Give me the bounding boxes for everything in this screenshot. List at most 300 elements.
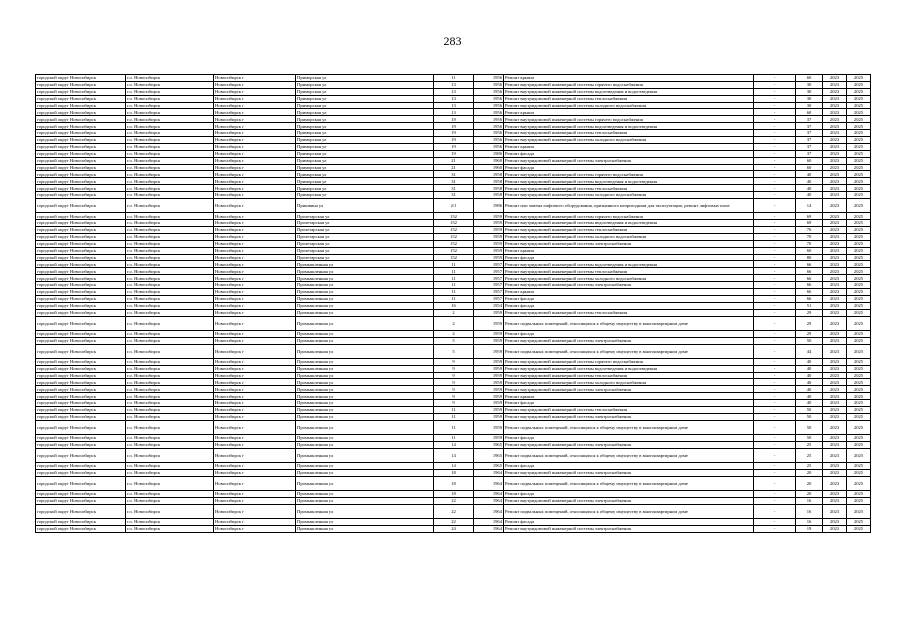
- quantity-cell: 29: [796, 330, 823, 337]
- settlement-cell: Новосибирск г: [214, 309, 296, 316]
- start-year-cell: 2023: [823, 192, 847, 199]
- settlement-cell: Новосибирск г: [214, 441, 296, 448]
- build-year-cell: 1959: [474, 413, 504, 420]
- dash-cell: -: [754, 261, 796, 268]
- start-year-cell: 2023: [823, 130, 847, 137]
- build-year-cell: 1956: [474, 130, 504, 137]
- street-cell: Промышленная ул: [296, 469, 434, 476]
- quantity-cell: 14: [796, 199, 823, 213]
- street-cell: Приморская ул: [296, 81, 434, 88]
- quantity-cell: 60: [796, 247, 823, 254]
- municipality-cell: городской округ Новосибирск: [36, 400, 126, 407]
- street-cell: Промышленная ул: [296, 268, 434, 275]
- quantity-cell: 50: [796, 420, 823, 434]
- municipality-cell: городской округ Новосибирск: [36, 254, 126, 261]
- start-year-cell: 2023: [823, 393, 847, 400]
- dash-cell: -: [754, 400, 796, 407]
- work-type-cell: Ремонт внутридомовой инженерной системы горячего водоснабжения: [504, 171, 754, 178]
- end-year-cell: 2025: [847, 240, 871, 247]
- municipality-cell: городской округ Новосибирск: [36, 386, 126, 393]
- municipality-cell: городской округ Новосибирск: [36, 247, 126, 254]
- urban-district-cell: г.о. Новосибирск: [126, 434, 214, 441]
- settlement-cell: Новосибирск г: [214, 75, 296, 82]
- end-year-cell: 2025: [847, 102, 871, 109]
- municipality-cell: городской округ Новосибирск: [36, 309, 126, 316]
- house-number-cell: 152: [434, 240, 474, 247]
- build-year-cell: 1965: [474, 462, 504, 469]
- build-year-cell: 1956: [474, 116, 504, 123]
- start-year-cell: 2023: [823, 116, 847, 123]
- quantity-cell: 51: [796, 302, 823, 309]
- urban-district-cell: г.о. Новосибирск: [126, 75, 214, 82]
- dash-cell: -: [754, 302, 796, 309]
- start-year-cell: 2023: [823, 247, 847, 254]
- end-year-cell: 2025: [847, 420, 871, 434]
- municipality-cell: городской округ Новосибирск: [36, 75, 126, 82]
- street-cell: Промышленная ул: [296, 448, 434, 462]
- quantity-cell: 20: [796, 476, 823, 490]
- quantity-cell: 40: [796, 178, 823, 185]
- house-number-cell: 14: [434, 441, 474, 448]
- build-year-cell: 1964: [474, 469, 504, 476]
- house-number-cell: 31: [434, 192, 474, 199]
- street-cell: Приморская ул: [296, 123, 434, 130]
- street-cell: Приморская ул: [296, 185, 434, 192]
- urban-district-cell: г.о. Новосибирск: [126, 497, 214, 504]
- municipality-cell: городской округ Новосибирск: [36, 365, 126, 372]
- work-type-cell: Ремонт внутридомовой инженерной системы холодного водоснабжения: [504, 275, 754, 282]
- street-cell: Промышленная ул: [296, 261, 434, 268]
- municipality-cell: городской округ Новосибирск: [36, 109, 126, 116]
- settlement-cell: Новосибирск г: [214, 178, 296, 185]
- dash-cell: -: [754, 365, 796, 372]
- house-number-cell: 13: [434, 88, 474, 95]
- settlement-cell: Новосибирск г: [214, 413, 296, 420]
- dash-cell: -: [754, 81, 796, 88]
- municipality-cell: городской округ Новосибирск: [36, 192, 126, 199]
- municipality-cell: городской округ Новосибирск: [36, 88, 126, 95]
- work-type-cell: Ремонт внутридомовой инженерной системы водоотведения и водоотведения: [504, 178, 754, 185]
- settlement-cell: Новосибирск г: [214, 497, 296, 504]
- settlement-cell: Новосибирск г: [214, 247, 296, 254]
- start-year-cell: 2023: [823, 518, 847, 525]
- quantity-cell: 70: [796, 227, 823, 234]
- dash-cell: -: [754, 330, 796, 337]
- street-cell: Пришвина ул: [296, 199, 434, 213]
- dash-cell: -: [754, 337, 796, 344]
- dash-cell: -: [754, 497, 796, 504]
- table-row: [36, 504, 871, 518]
- urban-district-cell: г.о. Новосибирск: [126, 504, 214, 518]
- settlement-cell: Новосибирск г: [214, 233, 296, 240]
- municipality-cell: городской округ Новосибирск: [36, 282, 126, 289]
- municipality-cell: городской округ Новосибирск: [36, 344, 126, 358]
- street-cell: Промышленная ул: [296, 330, 434, 337]
- end-year-cell: 2025: [847, 434, 871, 441]
- end-year-cell: 2025: [847, 95, 871, 102]
- quantity-cell: 40: [796, 365, 823, 372]
- settlement-cell: Новосибирск г: [214, 406, 296, 413]
- end-year-cell: 2025: [847, 171, 871, 178]
- street-cell: Пролетарская ул: [296, 247, 434, 254]
- municipality-cell: городской округ Новосибирск: [36, 116, 126, 123]
- table-row: [36, 213, 871, 220]
- dash-cell: -: [754, 525, 796, 532]
- dash-cell: -: [754, 220, 796, 227]
- end-year-cell: 2025: [847, 441, 871, 448]
- table-row: [36, 393, 871, 400]
- municipality-cell: городской округ Новосибирск: [36, 164, 126, 171]
- dash-cell: -: [754, 88, 796, 95]
- end-year-cell: 2025: [847, 81, 871, 88]
- dash-cell: -: [754, 372, 796, 379]
- house-number-cell: 31: [434, 178, 474, 185]
- house-number-cell: 13: [434, 102, 474, 109]
- end-year-cell: 2025: [847, 413, 871, 420]
- end-year-cell: 2025: [847, 497, 871, 504]
- build-year-cell: 1956: [474, 75, 504, 82]
- quantity-cell: 25: [796, 441, 823, 448]
- street-cell: Пролетарская ул: [296, 220, 434, 227]
- end-year-cell: 2025: [847, 406, 871, 413]
- quantity-cell: 50: [796, 413, 823, 420]
- municipality-cell: городской округ Новосибирск: [36, 302, 126, 309]
- house-number-cell: 9: [434, 386, 474, 393]
- house-number-cell: 13: [434, 109, 474, 116]
- start-year-cell: 2023: [823, 490, 847, 497]
- build-year-cell: 1959: [474, 220, 504, 227]
- house-number-cell: 18: [434, 490, 474, 497]
- work-type-cell: Ремонт внутридомовой инженерной системы электроснабжения: [504, 240, 754, 247]
- table-row: [36, 337, 871, 344]
- start-year-cell: 2023: [823, 275, 847, 282]
- municipality-cell: городской округ Новосибирск: [36, 295, 126, 302]
- dash-cell: -: [754, 316, 796, 330]
- build-year-cell: 1959: [474, 254, 504, 261]
- house-number-cell: 13: [434, 95, 474, 102]
- municipality-cell: городской округ Новосибирск: [36, 199, 126, 213]
- table-row: [36, 157, 871, 164]
- quantity-cell: 66: [796, 295, 823, 302]
- municipality-cell: городской округ Новосибирск: [36, 441, 126, 448]
- house-number-cell: 11: [434, 295, 474, 302]
- urban-district-cell: г.о. Новосибирск: [126, 88, 214, 95]
- end-year-cell: 2025: [847, 330, 871, 337]
- settlement-cell: Новосибирск г: [214, 393, 296, 400]
- house-number-cell: 152: [434, 254, 474, 261]
- quantity-cell: 19: [796, 525, 823, 532]
- municipality-cell: городской округ Новосибирск: [36, 393, 126, 400]
- settlement-cell: Новосибирск г: [214, 282, 296, 289]
- build-year-cell: 1956: [474, 88, 504, 95]
- urban-district-cell: г.о. Новосибирск: [126, 420, 214, 434]
- quantity-cell: 16: [796, 504, 823, 518]
- street-cell: Промышленная ул: [296, 476, 434, 490]
- quantity-cell: 16: [796, 518, 823, 525]
- dash-cell: -: [754, 178, 796, 185]
- end-year-cell: 2025: [847, 157, 871, 164]
- table-row: [36, 490, 871, 497]
- quantity-cell: 30: [796, 81, 823, 88]
- urban-district-cell: г.о. Новосибирск: [126, 289, 214, 296]
- quantity-cell: 37: [796, 130, 823, 137]
- house-number-cell: 2: [434, 330, 474, 337]
- build-year-cell: 1959: [474, 406, 504, 413]
- table-row: [36, 116, 871, 123]
- table-row: [36, 178, 871, 185]
- municipality-cell: городской округ Новосибирск: [36, 525, 126, 532]
- work-type-cell: Ремонт крыши: [504, 247, 754, 254]
- quantity-cell: 66: [796, 282, 823, 289]
- dash-cell: -: [754, 344, 796, 358]
- start-year-cell: 2023: [823, 282, 847, 289]
- table-row: [36, 518, 871, 525]
- dash-cell: -: [754, 490, 796, 497]
- settlement-cell: Новосибирск г: [214, 295, 296, 302]
- end-year-cell: 2025: [847, 316, 871, 330]
- end-year-cell: 2025: [847, 185, 871, 192]
- house-number-cell: 16: [434, 302, 474, 309]
- end-year-cell: 2025: [847, 75, 871, 82]
- street-cell: Приморская ул: [296, 75, 434, 82]
- municipality-cell: городской округ Новосибирск: [36, 330, 126, 337]
- end-year-cell: 2025: [847, 309, 871, 316]
- municipality-cell: городской округ Новосибирск: [36, 143, 126, 150]
- dash-cell: -: [754, 130, 796, 137]
- house-number-cell: 19: [434, 137, 474, 144]
- municipality-cell: городской округ Новосибирск: [36, 268, 126, 275]
- street-cell: Промышленная ул: [296, 525, 434, 532]
- table-row: [36, 469, 871, 476]
- work-type-cell: Ремонт крыши: [504, 75, 754, 82]
- end-year-cell: 2025: [847, 525, 871, 532]
- quantity-cell: 37: [796, 137, 823, 144]
- build-year-cell: 1964: [474, 518, 504, 525]
- municipality-cell: городской округ Новосибирск: [36, 518, 126, 525]
- urban-district-cell: г.о. Новосибирск: [126, 157, 214, 164]
- municipality-cell: городской округ Новосибирск: [36, 358, 126, 365]
- house-number-cell: 11: [434, 275, 474, 282]
- table-row: [36, 309, 871, 316]
- start-year-cell: 2023: [823, 372, 847, 379]
- municipality-cell: городской округ Новосибирск: [36, 95, 126, 102]
- end-year-cell: 2025: [847, 518, 871, 525]
- end-year-cell: 2025: [847, 164, 871, 171]
- build-year-cell: 1964: [474, 504, 504, 518]
- house-number-cell: 21: [434, 164, 474, 171]
- street-cell: Промышленная ул: [296, 393, 434, 400]
- build-year-cell: 1965: [474, 441, 504, 448]
- quantity-cell: 40: [796, 379, 823, 386]
- build-year-cell: 1964: [474, 476, 504, 490]
- settlement-cell: Новосибирск г: [214, 434, 296, 441]
- end-year-cell: 2025: [847, 143, 871, 150]
- settlement-cell: Новосибирск г: [214, 192, 296, 199]
- build-year-cell: 1959: [474, 365, 504, 372]
- build-year-cell: 1957: [474, 282, 504, 289]
- start-year-cell: 2023: [823, 102, 847, 109]
- house-number-cell: 13: [434, 81, 474, 88]
- work-type-cell: Ремонт внутридомовой инженерной системы электроснабжения: [504, 525, 754, 532]
- quantity-cell: 29: [796, 309, 823, 316]
- urban-district-cell: г.о. Новосибирск: [126, 254, 214, 261]
- work-type-cell: Ремонт внутридомовой инженерной системы теплоснабжения: [504, 95, 754, 102]
- dash-cell: -: [754, 413, 796, 420]
- municipality-cell: городской округ Новосибирск: [36, 261, 126, 268]
- start-year-cell: 2023: [823, 434, 847, 441]
- quantity-cell: 69: [796, 220, 823, 227]
- house-number-cell: 19: [434, 143, 474, 150]
- start-year-cell: 2023: [823, 400, 847, 407]
- quantity-cell: 60: [796, 157, 823, 164]
- street-cell: Промышленная ул: [296, 379, 434, 386]
- urban-district-cell: г.о. Новосибирск: [126, 344, 214, 358]
- work-type-cell: Ремонт внутридомовой инженерной системы электроснабжения: [504, 282, 754, 289]
- municipality-cell: городской округ Новосибирск: [36, 462, 126, 469]
- quantity-cell: 20: [796, 490, 823, 497]
- start-year-cell: 2023: [823, 289, 847, 296]
- street-cell: Приморская ул: [296, 164, 434, 171]
- table-row: [36, 275, 871, 282]
- quantity-cell: 29: [796, 316, 823, 330]
- table-row: [36, 233, 871, 240]
- urban-district-cell: г.о. Новосибирск: [126, 379, 214, 386]
- build-year-cell: 1959: [474, 434, 504, 441]
- work-type-cell: Ремонт подвальных помещений, относящихся к общему имуществу в многоквартирном доме: [504, 344, 754, 358]
- start-year-cell: 2023: [823, 220, 847, 227]
- street-cell: Промышленная ул: [296, 289, 434, 296]
- urban-district-cell: г.о. Новосибирск: [126, 518, 214, 525]
- build-year-cell: 1959: [474, 213, 504, 220]
- house-number-cell: 5: [434, 337, 474, 344]
- table-row: [36, 358, 871, 365]
- urban-district-cell: г.о. Новосибирск: [126, 268, 214, 275]
- municipality-cell: городской округ Новосибирск: [36, 469, 126, 476]
- work-type-cell: Ремонт подвальных помещений, относящихся к общему имуществу в многоквартирном доме: [504, 476, 754, 490]
- street-cell: Промышленная ул: [296, 462, 434, 469]
- quantity-cell: 40: [796, 171, 823, 178]
- table-row: [36, 413, 871, 420]
- settlement-cell: Новосибирск г: [214, 130, 296, 137]
- build-year-cell: 1956: [474, 137, 504, 144]
- urban-district-cell: г.о. Новосибирск: [126, 469, 214, 476]
- work-type-cell: Ремонт крыши: [504, 143, 754, 150]
- settlement-cell: Новосибирск г: [214, 116, 296, 123]
- house-number-cell: 14: [434, 462, 474, 469]
- urban-district-cell: г.о. Новосибирск: [126, 247, 214, 254]
- end-year-cell: 2025: [847, 490, 871, 497]
- work-type-cell: Ремонт внутридомовой инженерной системы теплоснабжения: [504, 406, 754, 413]
- municipality-cell: городской округ Новосибирск: [36, 220, 126, 227]
- municipality-cell: городской округ Новосибирск: [36, 102, 126, 109]
- urban-district-cell: г.о. Новосибирск: [126, 227, 214, 234]
- end-year-cell: 2025: [847, 130, 871, 137]
- quantity-cell: 60: [796, 164, 823, 171]
- quantity-cell: 40: [796, 192, 823, 199]
- build-year-cell: 1956: [474, 95, 504, 102]
- start-year-cell: 2023: [823, 497, 847, 504]
- urban-district-cell: г.о. Новосибирск: [126, 490, 214, 497]
- dash-cell: -: [754, 309, 796, 316]
- start-year-cell: 2023: [823, 406, 847, 413]
- urban-district-cell: г.о. Новосибирск: [126, 143, 214, 150]
- end-year-cell: 2025: [847, 379, 871, 386]
- quantity-cell: 60: [796, 109, 823, 116]
- quantity-cell: 40: [796, 400, 823, 407]
- street-cell: Промышленная ул: [296, 413, 434, 420]
- settlement-cell: Новосибирск г: [214, 150, 296, 157]
- quantity-cell: 25: [796, 462, 823, 469]
- start-year-cell: 2023: [823, 316, 847, 330]
- quantity-cell: 30: [796, 102, 823, 109]
- build-year-cell: 1959: [474, 400, 504, 407]
- dash-cell: -: [754, 185, 796, 192]
- table-row: [36, 295, 871, 302]
- work-type-cell: Ремонт фасада: [504, 490, 754, 497]
- dash-cell: -: [754, 247, 796, 254]
- municipality-cell: городской округ Новосибирск: [36, 130, 126, 137]
- work-type-cell: Ремонт внутридомовой инженерной системы холодного водоснабжения: [504, 192, 754, 199]
- work-type-cell: Ремонт внутридомовой инженерной системы горячего водоснабжения: [504, 213, 754, 220]
- work-type-cell: Ремонт внутридомовой инженерной системы теплоснабжения: [504, 309, 754, 316]
- start-year-cell: 2023: [823, 268, 847, 275]
- settlement-cell: Новосибирск г: [214, 420, 296, 434]
- dash-cell: -: [754, 116, 796, 123]
- table-row: [36, 81, 871, 88]
- urban-district-cell: г.о. Новосибирск: [126, 525, 214, 532]
- end-year-cell: 2025: [847, 178, 871, 185]
- start-year-cell: 2023: [823, 233, 847, 240]
- house-number-cell: 152: [434, 220, 474, 227]
- street-cell: Промышленная ул: [296, 518, 434, 525]
- end-year-cell: 2025: [847, 150, 871, 157]
- urban-district-cell: г.о. Новосибирск: [126, 282, 214, 289]
- urban-district-cell: г.о. Новосибирск: [126, 413, 214, 420]
- settlement-cell: Новосибирск г: [214, 261, 296, 268]
- house-number-cell: 11: [434, 261, 474, 268]
- table-row: [36, 406, 871, 413]
- quantity-cell: 50: [796, 434, 823, 441]
- street-cell: Промышленная ул: [296, 386, 434, 393]
- end-year-cell: 2025: [847, 199, 871, 213]
- settlement-cell: Новосибирск г: [214, 504, 296, 518]
- build-year-cell: 1986: [474, 150, 504, 157]
- work-type-cell: Ремонт фасада: [504, 330, 754, 337]
- street-cell: Приморская ул: [296, 157, 434, 164]
- dash-cell: -: [754, 233, 796, 240]
- municipality-cell: городской округ Новосибирск: [36, 213, 126, 220]
- settlement-cell: Новосибирск г: [214, 164, 296, 171]
- end-year-cell: 2025: [847, 400, 871, 407]
- work-type-cell: Ремонт фасада: [504, 302, 754, 309]
- house-number-cell: 11: [434, 420, 474, 434]
- work-type-cell: Ремонт внутридомовой инженерной системы теплоснабжения: [504, 268, 754, 275]
- street-cell: Приморская ул: [296, 116, 434, 123]
- urban-district-cell: г.о. Новосибирск: [126, 462, 214, 469]
- table-row: [36, 247, 871, 254]
- urban-district-cell: г.о. Новосибирск: [126, 213, 214, 220]
- urban-district-cell: г.о. Новосибирск: [126, 109, 214, 116]
- work-type-cell: Ремонт подвальных помещений, относящихся к общему имуществу в многоквартирном доме: [504, 420, 754, 434]
- table-row: [36, 344, 871, 358]
- table-row: [36, 123, 871, 130]
- dash-cell: -: [754, 75, 796, 82]
- table-row: [36, 365, 871, 372]
- table-row: [36, 372, 871, 379]
- street-cell: Промышленная ул: [296, 441, 434, 448]
- settlement-cell: Новосибирск г: [214, 386, 296, 393]
- work-type-cell: Ремонт фасада: [504, 164, 754, 171]
